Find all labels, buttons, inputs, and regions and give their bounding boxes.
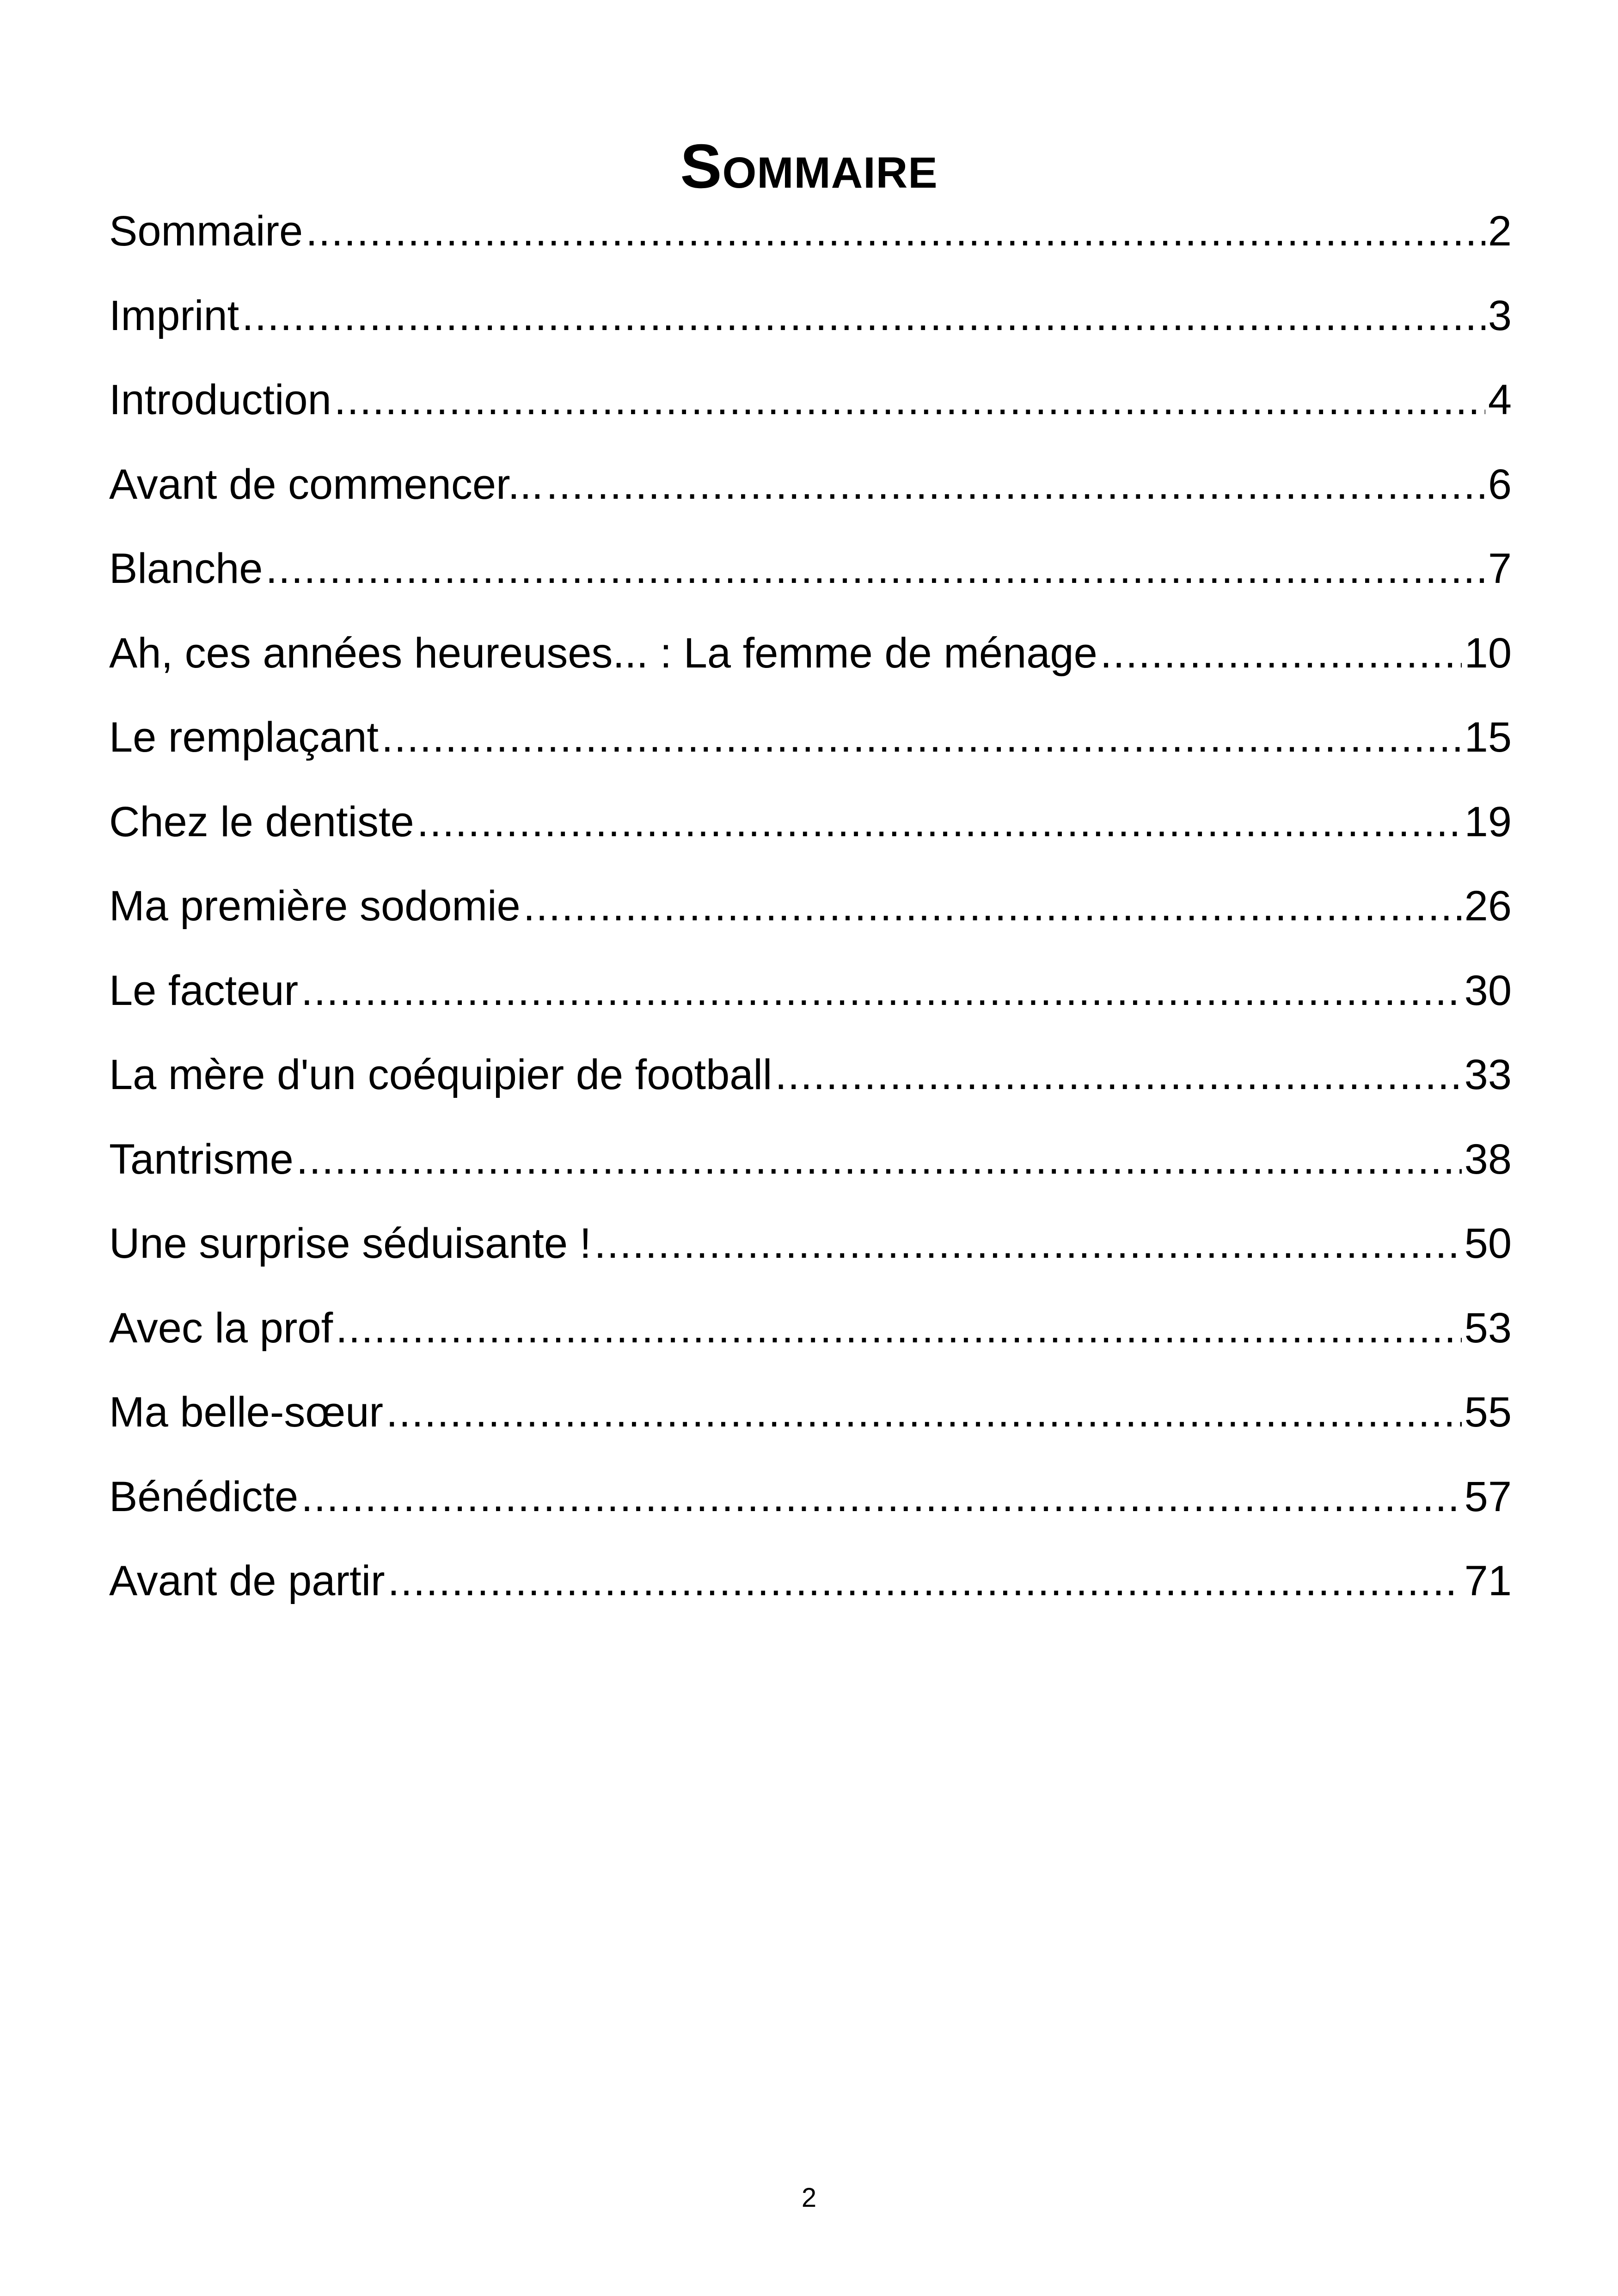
dot-leader (265, 536, 1485, 601)
toc-entry (109, 790, 1512, 874)
dot-leader (594, 1211, 1461, 1276)
toc-entry-title: Sommaire (109, 208, 303, 255)
toc-entry-title: Une surprise séduisante ! (109, 1220, 592, 1267)
toc-entry-title: La mère d'un coéquipier de football (109, 1051, 772, 1098)
toc-entry-title: Introduction (109, 376, 331, 423)
toc-entry-title: Le facteur (109, 967, 299, 1014)
toc-entry (109, 1042, 1512, 1127)
table-of-contents (109, 199, 1512, 1633)
toc-entry (109, 1464, 1512, 1549)
toc-entry (109, 1296, 1512, 1380)
dot-leader (336, 1296, 1462, 1360)
toc-entry (109, 1380, 1512, 1464)
toc-entry-page: 2 (1488, 208, 1512, 255)
dot-leader (1100, 621, 1462, 686)
dot-leader (301, 958, 1462, 1023)
toc-entry-title: Avant de partir (109, 1557, 385, 1604)
toc-entry-title: Ma première sodomie (109, 882, 521, 930)
toc-entry-page: 50 (1464, 1220, 1512, 1267)
toc-entry-page: 33 (1464, 1051, 1512, 1098)
toc-entry-title: Blanche (109, 545, 263, 592)
dot-leader (775, 1042, 1461, 1107)
dot-leader (334, 367, 1485, 432)
toc-entry-title: Imprint (109, 292, 239, 339)
dot-leader (417, 790, 1462, 854)
dot-leader (242, 283, 1485, 348)
toc-entry (109, 199, 1512, 283)
toc-entry (109, 958, 1512, 1043)
toc-entry-page: 7 (1488, 545, 1512, 592)
toc-entry-page: 15 (1464, 714, 1512, 761)
toc-entry-title: Le remplaçant (109, 714, 379, 761)
toc-entry-page: 26 (1464, 882, 1512, 930)
toc-entry (109, 621, 1512, 705)
toc-entry-page: 19 (1464, 798, 1512, 845)
toc-entry-title: Avant de commencer... (109, 460, 544, 508)
dot-leader (306, 199, 1485, 263)
toc-entry-title: Chez le dentiste (109, 798, 414, 845)
toc-entry-title: Tantrisme (109, 1135, 294, 1183)
toc-entry (109, 452, 1512, 537)
toc-entry-page: 57 (1464, 1473, 1512, 1520)
dot-leader (546, 452, 1485, 517)
toc-entry-page: 53 (1464, 1304, 1512, 1352)
page-title: Sommaire (680, 131, 938, 202)
toc-entry (109, 1549, 1512, 1633)
toc-entry (109, 283, 1512, 368)
toc-entry-page: 71 (1464, 1557, 1512, 1604)
toc-entry (109, 705, 1512, 790)
toc-entry-title: Ah, ces années heureuses... : La femme de ménage (109, 629, 1097, 677)
dot-leader (388, 1549, 1462, 1613)
toc-entry-title: Avec la prof (109, 1304, 333, 1352)
toc-entry-page: 55 (1464, 1389, 1512, 1436)
dot-leader (523, 874, 1462, 938)
toc-entry (109, 367, 1512, 452)
toc-entry-title: Bénédicte (109, 1473, 299, 1520)
toc-entry-page: 4 (1488, 376, 1512, 423)
toc-entry-page: 38 (1464, 1135, 1512, 1183)
toc-entry (109, 874, 1512, 958)
toc-entry (109, 1127, 1512, 1212)
dot-leader (301, 1464, 1461, 1529)
toc-entry-page: 10 (1464, 629, 1512, 677)
dot-leader (386, 1380, 1462, 1445)
dot-leader (381, 705, 1462, 770)
toc-entry-page: 30 (1464, 967, 1512, 1014)
toc-entry-title: Ma belle-sœur (109, 1389, 384, 1436)
toc-entry (109, 1211, 1512, 1296)
page-number: 2 (801, 2183, 817, 2213)
toc-entry-page: 3 (1488, 292, 1512, 339)
dot-leader (296, 1127, 1462, 1192)
toc-entry-page: 6 (1488, 460, 1512, 508)
toc-entry (109, 536, 1512, 621)
